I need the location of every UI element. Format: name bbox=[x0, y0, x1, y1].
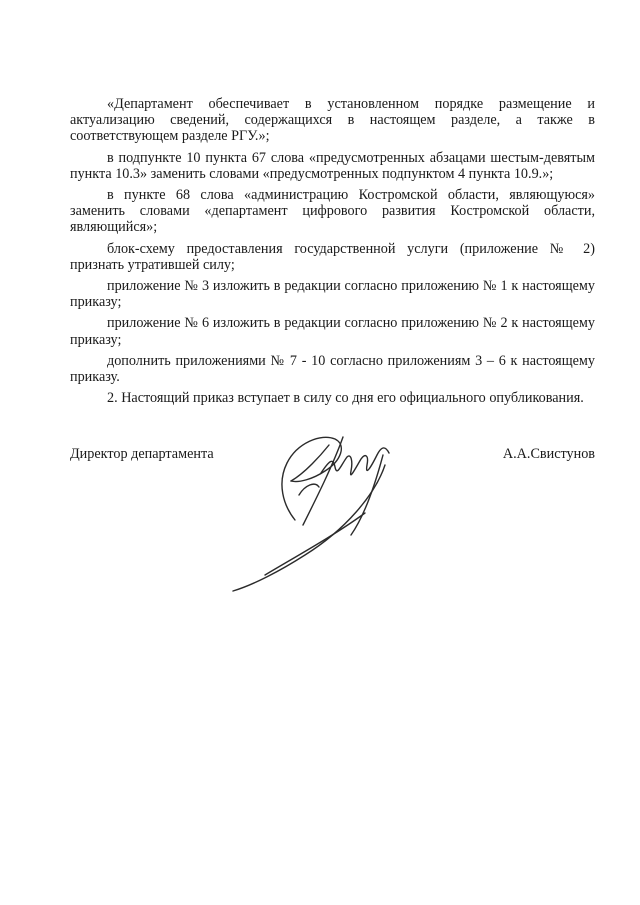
paragraph-3: в пункте 68 слова «администрацию Костромской области, являющуюся» заменить словами «департамент цифрового развития Костромской области, являющийся»; bbox=[70, 187, 595, 236]
paragraph-8: 2. Настоящий приказ вступает в силу со дня его официального опубликования. bbox=[107, 390, 584, 407]
signatory-name: А.А.Свистунов bbox=[502, 446, 595, 462]
paragraph-5: приложение № 3 изложить в редакции согласно приложению № 1 к настоящему приказу; bbox=[70, 278, 595, 311]
paragraph-1: «Департамент обеспечивает в установленном порядке размещение и актуализацию сведений, содержащихся в настоящем разделе, а также в соответствующем разделе РГУ.»; bbox=[70, 96, 595, 145]
handwritten-signature bbox=[225, 425, 405, 595]
signatory-title: Директор департамента bbox=[70, 446, 214, 462]
paragraph-4: блок-схему предоставления государственной услуги (приложение № 2) признать утратившей силу; bbox=[70, 240, 595, 273]
document-body bbox=[70, 96, 595, 411]
paragraph-6: приложение № 6 изложить в редакции согласно приложению № 2 к настоящему приказу; bbox=[70, 315, 595, 348]
paragraph-2: в подпункте 10 пункта 67 слова «предусмотренных абзацами шестым-девятым пункта 10.3» заменить словами «предусмотренных подпунктом 4 пункта 10.9.»; bbox=[70, 149, 595, 182]
paragraph-7: дополнить приложениями № 7 - 10 согласно приложениям 3 – 6 к настоящему приказу. bbox=[70, 352, 595, 386]
